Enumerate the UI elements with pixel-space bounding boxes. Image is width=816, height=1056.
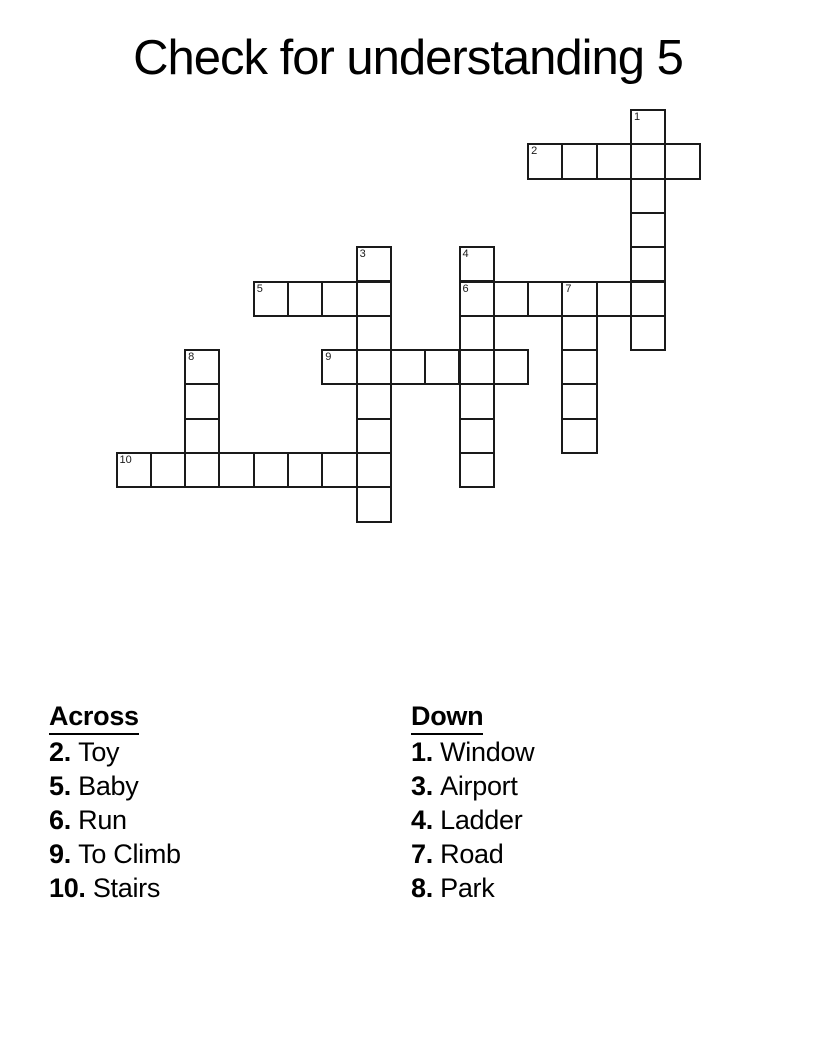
grid-cell bbox=[356, 281, 392, 317]
clue-text: Ladder bbox=[440, 805, 523, 835]
cell-number: 9 bbox=[325, 351, 332, 364]
grid-cell bbox=[356, 246, 392, 282]
down-heading: Down bbox=[411, 699, 483, 735]
clue-text: Road bbox=[440, 839, 504, 869]
grid-cell bbox=[150, 452, 186, 488]
cell-number: 2 bbox=[531, 145, 538, 158]
grid-cell bbox=[356, 383, 392, 419]
clue-number: 4. bbox=[411, 805, 441, 835]
grid-cell bbox=[459, 315, 495, 351]
grid-cell bbox=[630, 143, 666, 179]
grid-cell bbox=[356, 315, 392, 351]
clue-text: Airport bbox=[440, 771, 518, 801]
across-clue-item bbox=[49, 837, 181, 871]
grid-cell bbox=[596, 143, 632, 179]
across-clue-item bbox=[49, 803, 181, 837]
across-clue-item bbox=[49, 871, 181, 905]
grid-cell bbox=[459, 349, 495, 385]
down-clue-item bbox=[411, 871, 534, 905]
grid-cell bbox=[527, 143, 563, 179]
grid-cell bbox=[356, 418, 392, 454]
clue-number: 1. bbox=[411, 737, 441, 767]
down-clue-item bbox=[411, 837, 534, 871]
grid-cell bbox=[287, 281, 323, 317]
across-clues-section bbox=[49, 699, 181, 905]
grid-cell bbox=[493, 281, 529, 317]
across-heading-line bbox=[49, 699, 181, 735]
grid-cell bbox=[184, 418, 220, 454]
grid-cell bbox=[630, 315, 666, 351]
cell-number: 5 bbox=[256, 282, 263, 295]
across-clue-item bbox=[49, 735, 181, 769]
down-clue-list bbox=[411, 735, 534, 905]
cell-number: 3 bbox=[359, 248, 366, 261]
grid-cell bbox=[356, 486, 392, 522]
grid-cell bbox=[253, 281, 289, 317]
clue-text: Park bbox=[440, 873, 495, 903]
grid-cell bbox=[561, 315, 597, 351]
grid-cell bbox=[561, 143, 597, 179]
down-heading-line bbox=[411, 699, 534, 735]
grid-cell bbox=[321, 281, 357, 317]
grid-cell bbox=[459, 452, 495, 488]
grid-cell bbox=[459, 418, 495, 454]
clue-text: Run bbox=[78, 805, 127, 835]
grid-cell bbox=[356, 452, 392, 488]
grid-cell bbox=[630, 109, 666, 145]
grid-cell bbox=[561, 281, 597, 317]
grid-cell bbox=[561, 418, 597, 454]
grid-cell bbox=[321, 349, 357, 385]
clue-number: 7. bbox=[411, 839, 441, 869]
cell-number: 1 bbox=[634, 111, 641, 123]
clue-number: 3. bbox=[411, 771, 441, 801]
across-heading: Across bbox=[49, 699, 139, 735]
cell-number: 6 bbox=[462, 282, 469, 295]
cell-number: 8 bbox=[188, 351, 195, 364]
grid-cell bbox=[184, 452, 220, 488]
clue-number: 6. bbox=[49, 805, 79, 835]
grid-cell bbox=[561, 383, 597, 419]
grid-cell bbox=[184, 349, 220, 385]
grid-cell bbox=[356, 349, 392, 385]
grid-cell bbox=[321, 452, 357, 488]
clue-number: 5. bbox=[49, 771, 79, 801]
grid-cell bbox=[184, 383, 220, 419]
across-clue-item bbox=[49, 769, 181, 803]
clue-text: Window bbox=[440, 737, 535, 767]
clue-text: Stairs bbox=[92, 873, 161, 903]
grid-cell bbox=[459, 383, 495, 419]
clue-text: Toy bbox=[78, 737, 120, 767]
page-title: Check for understanding 5 bbox=[133, 31, 683, 85]
grid-cell bbox=[596, 281, 632, 317]
down-clues-section bbox=[411, 699, 534, 905]
grid-cell bbox=[630, 246, 666, 282]
down-clue-item bbox=[411, 735, 534, 769]
grid-cell bbox=[493, 349, 529, 385]
grid-cell bbox=[116, 452, 152, 488]
grid-cell bbox=[390, 349, 426, 385]
cell-number: 10 bbox=[119, 454, 132, 466]
grid-cell bbox=[459, 246, 495, 282]
clue-number: 2. bbox=[49, 737, 79, 767]
clue-text: Baby bbox=[78, 771, 139, 801]
grid-cell bbox=[630, 281, 666, 317]
clue-number: 9. bbox=[49, 839, 79, 869]
clue-number: 8. bbox=[411, 873, 441, 903]
grid-cell bbox=[424, 349, 460, 385]
down-clue-item bbox=[411, 769, 534, 803]
grid-cell bbox=[561, 349, 597, 385]
grid-cell bbox=[218, 452, 254, 488]
grid-cell bbox=[664, 143, 700, 179]
cell-number: 7 bbox=[565, 282, 572, 295]
grid-cell bbox=[630, 212, 666, 248]
grid-cell bbox=[527, 281, 563, 317]
grid-cell bbox=[287, 452, 323, 488]
cell-number: 4 bbox=[462, 248, 469, 261]
clue-number: 10. bbox=[49, 873, 93, 903]
grid-cell bbox=[253, 452, 289, 488]
grid-cell bbox=[459, 281, 495, 317]
grid-cell bbox=[630, 178, 666, 214]
clue-text: To Climb bbox=[78, 839, 181, 869]
down-clue-item bbox=[411, 803, 534, 837]
across-clue-list bbox=[49, 735, 181, 905]
